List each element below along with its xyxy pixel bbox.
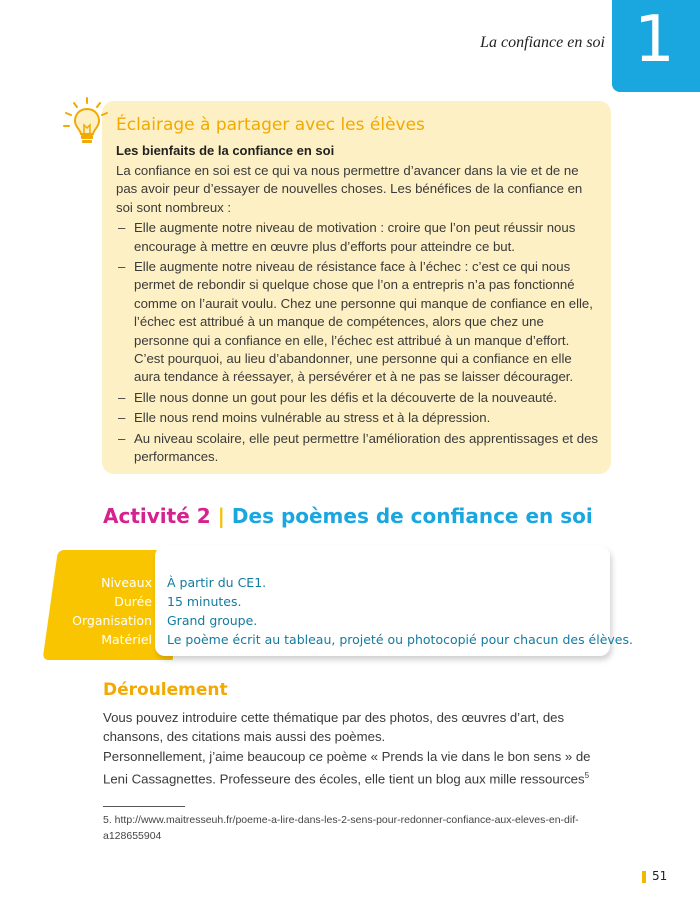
chapter-title: La confiance en soi bbox=[480, 34, 605, 51]
footnote-ref[interactable]: 5 bbox=[584, 770, 590, 780]
page-number-marker bbox=[642, 871, 646, 883]
footnote-divider bbox=[103, 806, 185, 807]
info-label-materiel: Matériel bbox=[101, 632, 152, 647]
info-values bbox=[167, 573, 633, 649]
activity-title: Des poèmes de confiance en soi bbox=[231, 504, 593, 528]
body-text bbox=[103, 709, 611, 791]
tip-list bbox=[116, 219, 599, 466]
tip-intro: La confiance en soi est ce qui va nous permettre d’avancer dans la vie et de ne pas avoir peur d’essayer de nouvelles choses. Les bénéfices de la confiance en soi sont nombreux : bbox=[116, 163, 583, 215]
section-heading: Déroulement bbox=[103, 680, 228, 700]
info-value-organisation: Grand groupe. bbox=[167, 613, 258, 628]
paragraph: Vous pouvez introduire cette thématique par des photos, des œuvres d’art, des chansons, des citations mais aussi des poèmes. bbox=[103, 710, 565, 744]
activity-separator: | bbox=[217, 504, 225, 528]
info-label-organisation: Organisation bbox=[72, 613, 152, 628]
tip-list-item: – Au niveau scolaire, elle peut permettre l’amélioration des apprentissages et des performances. bbox=[116, 430, 599, 467]
tip-list-item: – Elle augmente notre niveau de résistance face à l’échec : c’est ce qui nous permet de rebondir si quelque chose que l’on a entrepris n’a pas fonctionné comme on l’aurait voulu. Chez une personne qui manque de confiance en elle, l’échec est attribué à un manque de compétences, alors que chez une personne qui a confiance en elle, l’échec est attribué à un manque d’effort. C’est pourquoi, au lieu d’abandonner, une personne qui a confiance en elle aura tendance à réessayer, à persévérer et à ne pas se laisser décourager. bbox=[116, 258, 599, 387]
paragraph-text: Personnellement, j’aime beaucoup ce poème « Prends la vie dans le bon sens » de Leni Cassagnettes. Professeure des écoles, elle tient un blog aux mille ressources bbox=[103, 749, 591, 787]
footnote: 5. http://www.maitresseuh.fr/poeme-a-lire-dans-les-2-sens-pour-redonner-confiance-aux-eleves-en-dif-a128655904 bbox=[103, 814, 579, 842]
tip-list-item: – Elle augmente notre niveau de motivation : croire que l’on peut réussir nous encourage à mettre en œuvre plus d’efforts pour atteindre ce but. bbox=[116, 219, 599, 256]
info-value-niveaux: À partir du CE1. bbox=[167, 575, 267, 590]
paragraph bbox=[103, 748, 611, 789]
tip-list-item: – Elle nous donne un gout pour les défis et la découverte de la nouveauté. bbox=[116, 389, 599, 407]
info-value-materiel: Le poème écrit au tableau, projeté ou photocopié pour chacun des élèves. bbox=[167, 632, 633, 647]
info-label-niveaux: Niveaux bbox=[101, 575, 152, 590]
info-labels bbox=[60, 573, 152, 649]
tip-box bbox=[102, 101, 611, 474]
info-value-duree: 15 minutes. bbox=[167, 594, 242, 609]
activity-label: Activité 2 bbox=[103, 504, 211, 528]
lightbulb-icon bbox=[60, 96, 110, 148]
page-number: 51 bbox=[652, 869, 668, 883]
tip-subtitle: Les bienfaits de la confiance en soi bbox=[116, 143, 335, 158]
chapter-number: 1 bbox=[634, 3, 675, 77]
chapter-tab bbox=[612, 0, 700, 92]
info-label-duree: Durée bbox=[114, 594, 152, 609]
tip-title: Éclairage à partager avec les élèves bbox=[116, 115, 425, 135]
activity-heading bbox=[103, 504, 593, 528]
tip-list-item: – Elle nous rend moins vulnérable au stress et à la dépression. bbox=[116, 409, 599, 427]
